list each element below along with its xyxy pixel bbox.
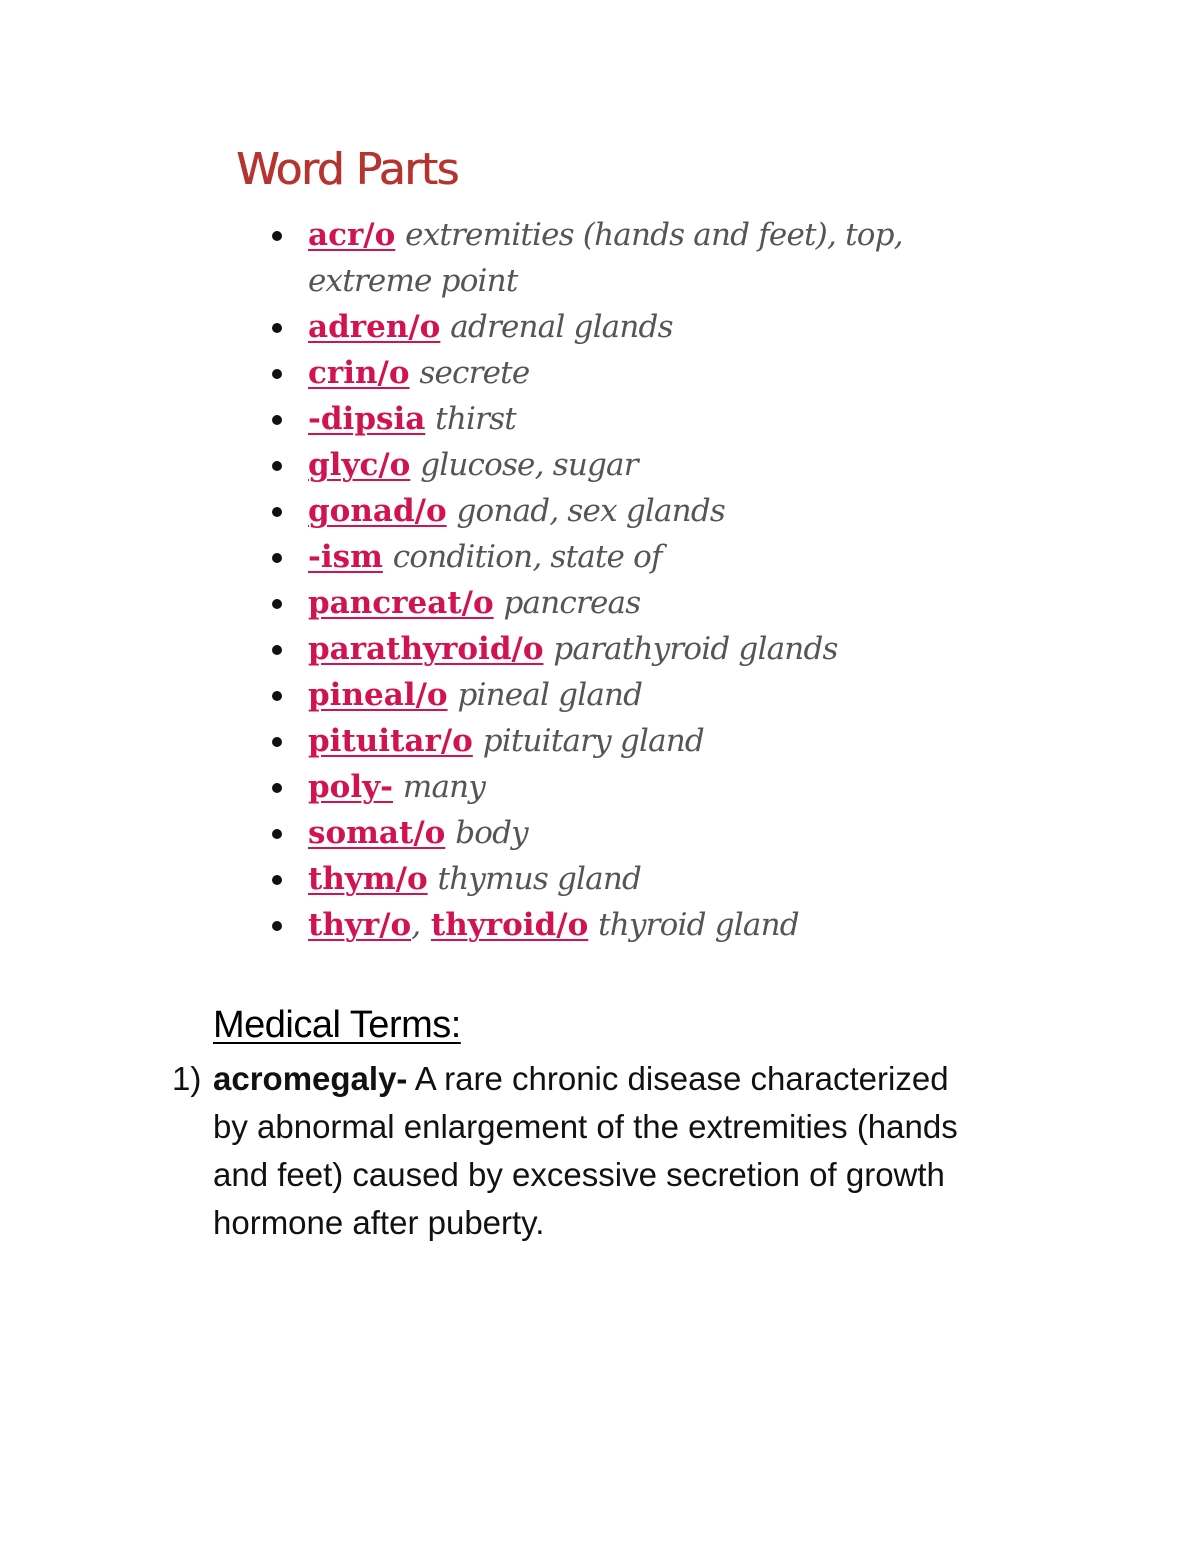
word-part-term: parathyroid/o [308,631,544,667]
bullet-icon [272,461,282,471]
word-part-definition: thirst [435,401,516,437]
bullet-icon [272,737,282,747]
list-item [270,810,990,856]
word-part-definition: extremities (hands and feet), top, extreme point [308,217,903,299]
list-item [270,672,990,718]
word-part-term: pancreat/o [308,585,494,621]
word-part-term: thyr/o [308,907,412,943]
list-item [270,764,990,810]
list-item [270,488,990,534]
bullet-icon [272,599,282,609]
word-part-definition: pituitary gland [482,723,704,759]
bullet-icon [272,829,282,839]
bullet-icon [272,691,282,701]
word-part-term: crin/o [308,355,410,391]
word-part-definition: glucose, sugar [420,447,638,483]
bullet-icon [272,553,282,563]
medical-terms-title: Medical Terms: [213,1004,461,1046]
word-part-definition: secrete [419,355,530,391]
word-part-definition: body [455,815,528,851]
word-part-term: adren/o [308,309,441,345]
word-parts-list [270,212,990,948]
list-item [270,304,990,350]
word-part-term: somat/o [308,815,446,851]
term-separator: , [411,907,422,943]
word-part-term: acr/o [308,217,396,253]
medical-term: acromegaly- [213,1060,408,1097]
medical-terms-list [172,1055,962,1247]
word-part-definition: condition, state of [392,539,662,575]
list-item [270,442,990,488]
bullet-icon [272,323,282,333]
word-part-definition: thymus gland [437,861,642,897]
bullet-icon [272,645,282,655]
word-parts-title: Word Parts [236,144,458,195]
bullet-icon [272,507,282,517]
word-part-term: pituitar/o [308,723,473,759]
list-item [270,718,990,764]
word-part-definition: many [402,769,486,805]
list-item [270,626,990,672]
word-part-term: gonad/o [308,493,447,529]
word-part-definition: parathyroid glands [553,631,838,667]
list-item [270,902,990,948]
word-part-term-alt: thyroid/o [430,907,589,943]
word-part-definition: pancreas [503,585,641,621]
word-part-term: -ism [308,539,383,575]
bullet-icon [272,921,282,931]
item-number: 1) [172,1060,202,1097]
word-part-term: thym/o [308,861,428,897]
medical-term-definition: A rare chronic disease characterized by abnormal enlargement of the extremities (hands and feet) caused by excessive secretion of growth hormone after puberty. [213,1060,958,1241]
list-item [270,396,990,442]
list-item [270,212,990,304]
bullet-icon [272,783,282,793]
word-part-definition: thyroid gland [598,907,799,943]
list-item [270,350,990,396]
word-part-definition: pineal gland [457,677,643,713]
word-part-term: glyc/o [308,447,411,483]
word-part-term: poly- [308,769,394,805]
list-item [172,1055,962,1247]
list-item [270,534,990,580]
list-item [270,580,990,626]
word-part-term: -dipsia [308,401,426,437]
word-part-term: pineal/o [308,677,448,713]
word-part-definition: gonad, sex glands [456,493,725,529]
bullet-icon [272,875,282,885]
bullet-icon [272,369,282,379]
bullet-icon [272,231,282,241]
list-item [270,856,990,902]
bullet-icon [272,415,282,425]
word-part-definition: adrenal glands [450,309,673,345]
